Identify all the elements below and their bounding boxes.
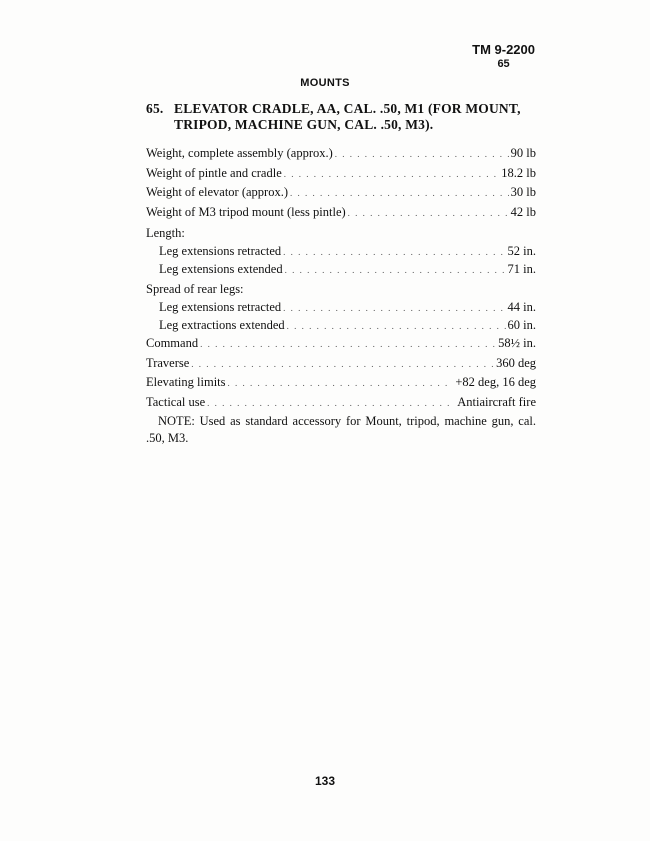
spec-label: Tactical use: [146, 394, 206, 409]
spec-label: Weight of pintle and cradle: [146, 165, 282, 180]
spec-label: Command: [146, 336, 199, 350]
spec-row-weight-elevator: [146, 183, 536, 203]
spec-row-weight-tripod: [146, 203, 536, 223]
spec-row-weight-pintle: [146, 164, 536, 184]
section-title-line2: TRIPOD, MACHINE GUN, CAL. .50, M3).: [174, 117, 434, 132]
spec-label: Leg extensions extended: [159, 262, 283, 276]
tm-header: [472, 42, 535, 72]
spec-row-elevating: [146, 373, 536, 393]
leader-dots: [290, 184, 509, 204]
spec-row-tactical: [146, 393, 536, 413]
leader-dots: [287, 317, 506, 335]
spec-label: Weight of elevator (approx.): [146, 185, 288, 199]
leader-dots: [283, 299, 505, 317]
spec-value: 60 in.: [507, 318, 536, 332]
leader-dots: [228, 374, 454, 394]
section-heading: [146, 101, 536, 133]
leader-dots: [200, 335, 496, 355]
leader-dots: [348, 204, 509, 224]
leader-dots: [283, 243, 505, 261]
spec-label: Leg extensions retracted: [159, 300, 282, 314]
spec-label: Weight of M3 tripod mount (less pintle): [146, 204, 346, 219]
spec-row-command: [146, 334, 536, 354]
spec-row-traverse: [146, 354, 536, 374]
spec-value: 58½ in.: [498, 336, 536, 350]
spec-row-length-retracted: [146, 242, 536, 260]
spec-label: Weight, complete assembly (approx.): [146, 146, 333, 160]
spec-table: [146, 144, 536, 412]
spec-value: 44 in.: [507, 300, 536, 314]
note-paragraph: NOTE: Used as standard accessory for Mount, tripod, machine gun, cal. .50, M3.: [146, 414, 536, 445]
spec-value: Antiaircraft fire: [457, 394, 536, 409]
leader-dots: [285, 261, 506, 279]
spec-label: Traverse: [146, 355, 190, 370]
spec-value: 52 in.: [507, 244, 536, 258]
leader-dots: [335, 145, 509, 165]
section-number: 65.: [146, 101, 164, 116]
leader-dots: [284, 165, 500, 185]
page-number: 133: [314, 774, 336, 788]
spec-row-weight-assembly: [146, 144, 536, 164]
tm-number: TM 9-2200: [472, 42, 535, 57]
spread-heading: Spread of rear legs:: [146, 282, 244, 296]
spec-value: 30 lb: [510, 185, 536, 199]
spec-value: 90 lb: [510, 146, 536, 160]
spec-value: 18.2 lb: [501, 165, 536, 180]
spec-label: Leg extensions retracted: [159, 244, 282, 258]
spec-row-length-extended: [146, 260, 536, 278]
running-head: MOUNTS: [300, 77, 350, 89]
tm-paragraph-number: 65: [497, 58, 510, 70]
spec-label: Leg extractions extended: [159, 318, 285, 332]
spec-value: 360 deg: [496, 355, 536, 370]
spec-row-spread-retracted: [146, 298, 536, 316]
length-heading: Length:: [146, 226, 185, 240]
section-title-line1: ELEVATOR CRADLE, AA, CAL. .50, M1 (FOR MOUNT,: [174, 101, 521, 116]
leader-dots: [207, 394, 455, 414]
spec-label: Elevating limits: [146, 375, 226, 389]
spec-value: +82 deg, 16 deg: [455, 375, 536, 389]
spec-value: 71 in.: [507, 262, 536, 276]
leader-dots: [191, 355, 494, 375]
spec-row-spread-extended: [146, 316, 536, 334]
spec-value: 42 lb: [510, 204, 536, 219]
